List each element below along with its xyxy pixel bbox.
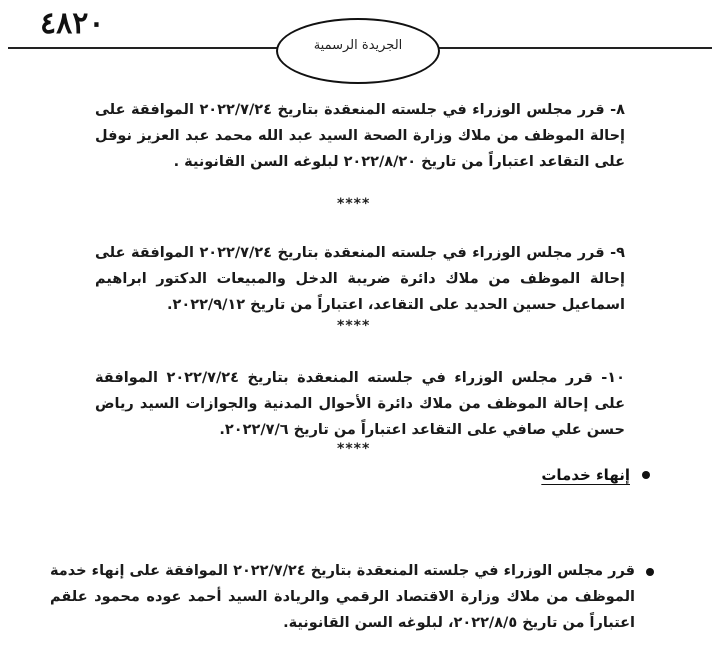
separator-stars: **** [337,318,371,334]
item-number: ٩- [610,245,625,261]
bullet-icon [646,568,654,576]
separator-stars: **** [337,441,371,457]
separator-stars: **** [337,196,371,212]
item-text: قرر مجلس الوزراء في جلسته المنعقدة بتاريخ ٢٠٢٢/٧/٢٤ الموافقة على إحالة الموظف من ملاك دائرة الأحوال المدنية والجوازات السيد رياض حسن علي صافي على التقاعد اعتباراً من تاريخ ٢٠٢٢/٧/٦. [95,370,625,438]
decision-item-9 [95,240,625,318]
decision-item-10 [95,365,625,443]
item-number: ٨- [610,102,625,118]
service-termination-entry: قرر مجلس الوزراء في جلسته المنعقدة بتاريخ ٢٠٢٢/٧/٢٤ الموافقة على إنهاء خدمة الموظف من ملاك وزارة الاقتصاد الرقمي والريادة السيد أحمد عوده محمود علقم اعتباراً من تاريخ ٢٠٢٢/٨/٥، لبلوغه السن القانونية. [50,563,635,631]
section-heading [541,466,650,484]
header-oval [276,18,440,84]
decision-item-8 [95,97,625,175]
item-text: قرر مجلس الوزراء في جلسته المنعقدة بتاريخ ٢٠٢٢/٧/٢٤ الموافقة على إحالة الموظف من ملاك وزارة الصحة السيد عبد الله محمد عبد العزيز نوفل على التقاعد اعتباراً من تاريخ ٢٠٢٢/٨/٢٠ لبلوغه السن القانونية . [95,102,625,170]
page-number: ٤٨٢٠ [40,6,105,41]
item-text: قرر مجلس الوزراء في جلسته المنعقدة بتاريخ ٢٠٢٢/٧/٢٤ الموافقة على إحالة الموظف من ملاك دائرة ضريبة الدخل والمبيعات الدكتور ابراهيم اسماعيل حسين الحديد على التقاعد، اعتباراً من تاريخ ٢٠٢٢/٩/١٢. [95,245,625,313]
gazette-title: الجريدة الرسمية [313,37,403,53]
bullet-icon [642,471,650,479]
item-number: ١٠- [601,370,625,386]
section-title: إنهاء خدمات [541,466,630,484]
